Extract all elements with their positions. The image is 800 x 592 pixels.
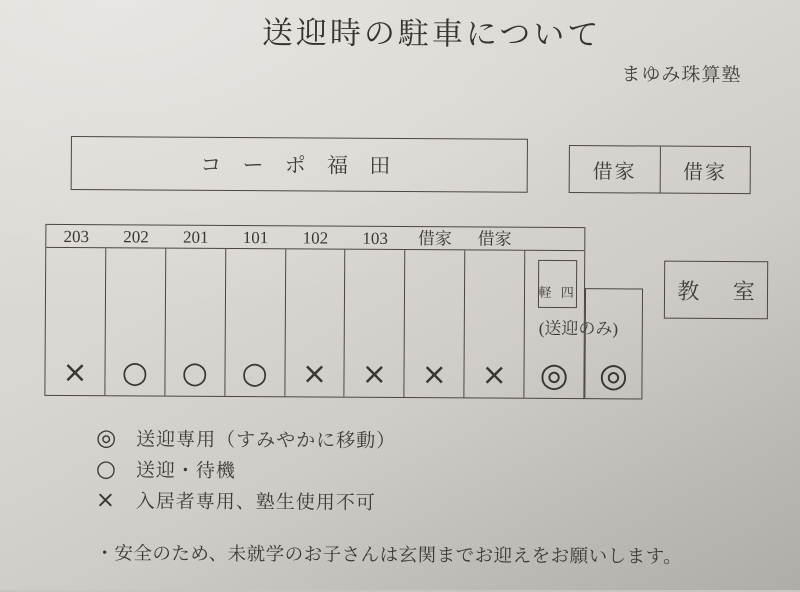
rental-house-2: 借家 <box>659 147 750 194</box>
parking-grid-body <box>45 248 584 398</box>
space-label-102: 102 <box>302 228 329 248</box>
symbol-circle: ○ <box>241 356 268 392</box>
kei-vehicle-box: 軽 四 <box>538 260 577 308</box>
apartment-building-label: コ ー ポ 福 田 <box>200 152 399 178</box>
parking-space-202 <box>104 248 165 395</box>
legend-text-pickup-only: 送迎専用（すみやかに移動） <box>136 429 397 452</box>
school-name: まゆみ珠算塾 <box>621 64 742 87</box>
parking-space-203 <box>45 248 105 395</box>
legend-text-residents-only: 入居者専用、塾生使用不可 <box>135 491 376 514</box>
parking-space-102 <box>284 249 345 396</box>
parking-space-103 <box>344 250 405 397</box>
parking-space-offset <box>584 288 643 399</box>
symbol-double-circle: ◎ <box>598 355 629 395</box>
symbol-cross: × <box>361 356 388 392</box>
parking-space-rental-1 <box>404 250 465 397</box>
rental-houses-box <box>569 145 751 194</box>
parking-space-101 <box>224 249 285 396</box>
symbol-double-circle: ◎ <box>539 354 569 395</box>
rental-house-1: 借家 <box>592 160 637 183</box>
legend-symbol-circle: ○ <box>95 455 117 482</box>
pickup-only-note: (送迎のみ) <box>538 318 619 339</box>
symbol-cross: × <box>62 354 88 391</box>
legend-text-pickup-wait: 送迎・待機 <box>135 460 236 483</box>
parking-space-rental-2 <box>464 250 525 397</box>
parking-space-201 <box>164 249 225 396</box>
space-label-103: 103 <box>362 229 388 249</box>
page-title: 送迎時の駐車について <box>261 15 602 53</box>
parking-grid <box>44 224 585 399</box>
legend <box>96 422 397 517</box>
space-label-rental-1: 借家 <box>417 229 452 249</box>
symbol-circle: ○ <box>181 355 208 391</box>
symbol-circle: ○ <box>121 355 149 391</box>
symbol-cross: × <box>421 357 447 393</box>
space-label-rental-2: 借家 <box>477 229 512 249</box>
symbol-cross: × <box>481 357 507 393</box>
space-label-201: 201 <box>182 227 209 248</box>
safety-footnote: ・安全のため、未就学のお子さんは玄関までお迎えをお願いします。 <box>95 544 683 568</box>
parking-grid-header <box>46 225 584 251</box>
legend-row-residents-only <box>96 484 396 517</box>
space-label-kei <box>525 228 585 250</box>
classroom-box <box>664 261 768 320</box>
space-label-101: 101 <box>242 228 269 248</box>
legend-symbol-double-circle: ◎ <box>96 424 117 451</box>
legend-symbol-cross: × <box>95 486 116 513</box>
symbol-cross: × <box>301 356 328 392</box>
legend-row-pickup-wait <box>96 453 396 486</box>
space-label-202: 202 <box>123 227 149 247</box>
classroom-label: 教 室 <box>677 278 769 304</box>
legend-row-pickup-only <box>96 422 396 455</box>
space-label-203: 203 <box>63 227 90 247</box>
apartment-building-box <box>71 136 528 193</box>
